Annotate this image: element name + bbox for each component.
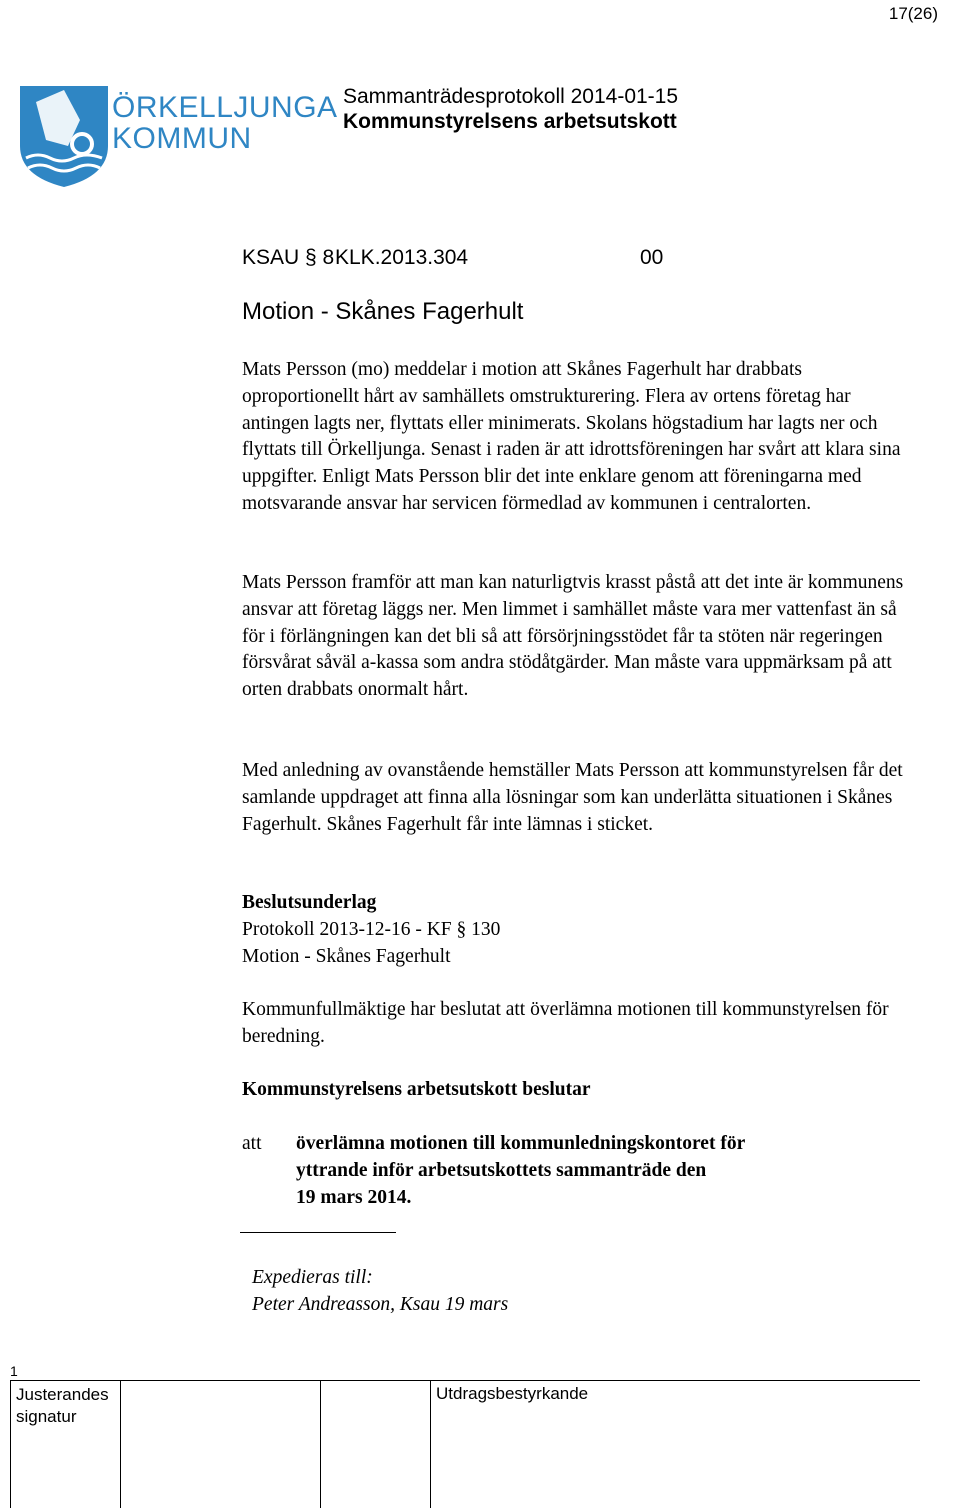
basis-heading: Beslutsunderlag	[242, 892, 377, 913]
committee-name: Kommunstyrelsens arbetsutskott	[343, 110, 677, 133]
footer-cell-signature-2	[320, 1381, 431, 1508]
footnote-number: 1	[10, 1363, 18, 1379]
case-code: 00	[640, 246, 664, 269]
orkelljunga-coat-of-arms-icon	[18, 84, 110, 188]
motion-paragraph-3: Med anledning av ovanstående hemställer Mats Persson att kommunstyrelsen får det samlande uppdraget att finna alla lösningar som kan underlätta situationen i Skånes Fagerhult. Skånes Fagerhult får inte lämnas i sticket.	[242, 760, 903, 835]
decision-basis	[242, 890, 922, 970]
case-ksau: KSAU § 8	[242, 246, 335, 269]
case-number: KLK.2013.304	[335, 246, 469, 269]
decision-text-line2: yttrande inför arbetsutskottets sammanträde den	[296, 1159, 707, 1181]
page-number: 17(26)	[888, 4, 938, 23]
divider	[240, 1232, 396, 1233]
basis-item-motion: Motion - Skånes Fagerhult	[242, 945, 451, 967]
justerandes-label: Justerandes signatur	[16, 1385, 109, 1426]
logo-line2: KOMMUN	[112, 122, 252, 155]
case-reference	[242, 246, 663, 270]
decision-text-line3: 19 mars 2014.	[296, 1186, 412, 1208]
decision-text-line1: överlämna motionen till kommunledningskontoret för	[296, 1133, 746, 1154]
motion-paragraph-2: Mats Persson framför att man kan naturligtvis krasst påstå att det inte är kommunens ansvar att företag läggs ner. Men limmet i samhället måste vara mer vattenfast än så för i förlängningen kan det bli så att försörjningsstödet får ta stöten när regeringen försvårat såväl a-kassa som andra stödåtgärder. Man måste vara uppmärksam på att orten drabbats onormalt hårt.	[242, 572, 904, 701]
utdragsbestyrkande-label: Utdragsbestyrkande	[436, 1384, 589, 1403]
decision-text	[296, 1131, 896, 1211]
dispatch-block	[252, 1265, 508, 1319]
basis-item-protocol: Protokoll 2013-12-16 - KF § 130	[242, 918, 501, 940]
council-decision-paragraph: Kommunfullmäktige har beslutat att överlämna motionen till kommunstyrelsen för beredning.	[242, 999, 889, 1047]
dispatch-recipient: Peter Andreasson, Ksau 19 mars	[252, 1293, 509, 1315]
motion-paragraph-1: Mats Persson (mo) meddelar i motion att Skånes Fagerhult har drabbats oproportionellt hårt av samhällets omstrukturering. Flera av ortens företag har antingen lagts ner, flyttats eller minimerats. Skolans högstadium har lagts ner och flyttats till Örkelljunga. Senast i raden är att idrottsföreningen har svårt att klara sina uppgifter. Enligt Mats Persson blir det inte enklare genom att föreningarna med motsvarande ansvar har servicen förmedlad av kommunen i centralorten.	[242, 359, 901, 514]
logo-wordmark	[112, 92, 338, 154]
logo-line1: ÖRKELLJUNGA	[112, 91, 338, 124]
page-title: Motion - Skånes Fagerhult	[242, 298, 524, 325]
decision-heading: Kommunstyrelsens arbetsutskott beslutar	[242, 1079, 591, 1100]
protocol-title: Sammanträdesprotokoll 2014-01-15	[343, 85, 679, 108]
decision-key: att	[242, 1133, 262, 1154]
dispatch-heading: Expedieras till:	[252, 1267, 373, 1288]
footer-cell-signature-1	[120, 1381, 321, 1508]
